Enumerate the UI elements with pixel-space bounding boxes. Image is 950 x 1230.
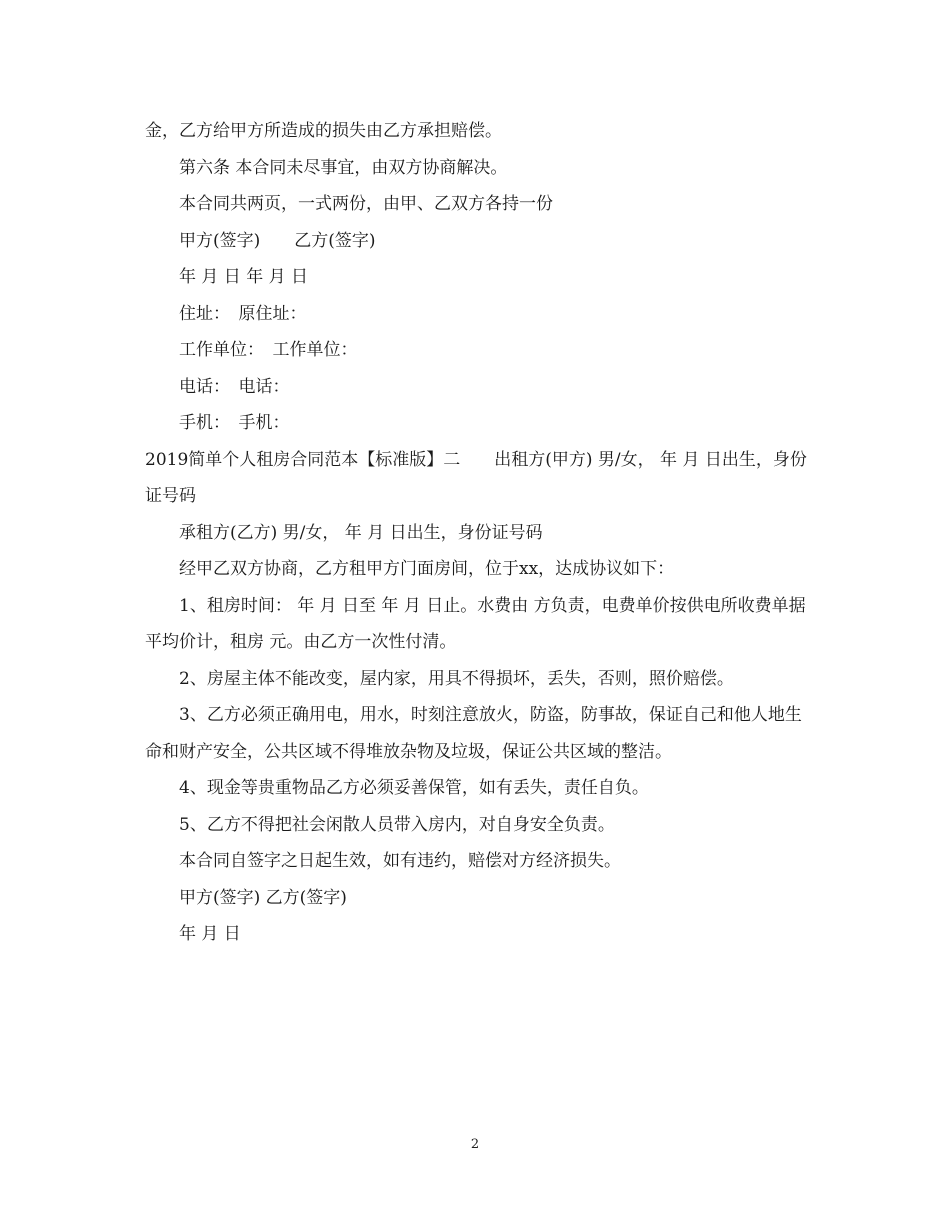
clause-5: 5、乙方不得把社会闲散人员带入房内，对自身安全负责。 xyxy=(179,814,615,835)
paragraph-3: 本合同共两页，一式两份，由甲、乙双方各持一份 xyxy=(179,194,553,214)
mobile-line: 手机： 手机： xyxy=(179,413,290,433)
date-line-1: 年 月 日 年 月 日 xyxy=(179,267,309,287)
tenant-line: 承租方(乙方) 男/女， 年 月 日出生，身份证号码 xyxy=(179,522,543,543)
signature-line-1: 甲方(签字) 乙方(签字) xyxy=(179,230,376,251)
phone-line: 电话： 电话： xyxy=(179,376,290,397)
signature-line-2: 甲方(签字) 乙方(签字) xyxy=(179,887,347,908)
clause-2: 2、房屋主体不能改变，屋内家，用具不得损坏，丢失，否则，照价赔偿。 xyxy=(179,668,734,689)
paragraph-1: 金，乙方给甲方所造成的损失由乙方承担赔偿。 xyxy=(145,121,502,141)
document-body xyxy=(145,113,810,953)
contract-heading: 2019简单个人租房合同范本【标准版】二 出租方(甲方) 男/女， 年 月 日出生，身份证号码 xyxy=(145,449,807,506)
clause-3: 3、乙方必须正确用电，用水，时刻注意放火，防盗，防事故，保证自己和他人地生命和财产安全，公共区域不得堆放杂物及垃圾，保证公共区域的整洁。 xyxy=(145,705,802,762)
effective-clause: 本合同自签字之日起生效，如有违约，赔偿对方经济损失。 xyxy=(179,851,621,871)
date-line-2: 年 月 日 xyxy=(179,924,241,944)
employer-line: 工作单位： 工作单位： xyxy=(179,340,358,360)
clause-1: 1、租房时间： 年 月 日至 年 月 日止。水费由 方负责，电费单价按供电所收费单据平均价计，租房 元。由乙方一次性付清。 xyxy=(145,595,806,652)
address-line: 住址： 原住址： xyxy=(179,303,307,324)
paragraph-2: 第六条 本合同未尽事宜，由双方协商解决。 xyxy=(179,157,508,178)
clause-4: 4、现金等贵重物品乙方必须妥善保管，如有丢失，责任自负。 xyxy=(179,778,649,798)
agreement-intro: 经甲乙双方协商，乙方租甲方门面房间，位于xx，达成协议如下： xyxy=(179,559,675,579)
page-number: 2 xyxy=(470,1137,480,1152)
